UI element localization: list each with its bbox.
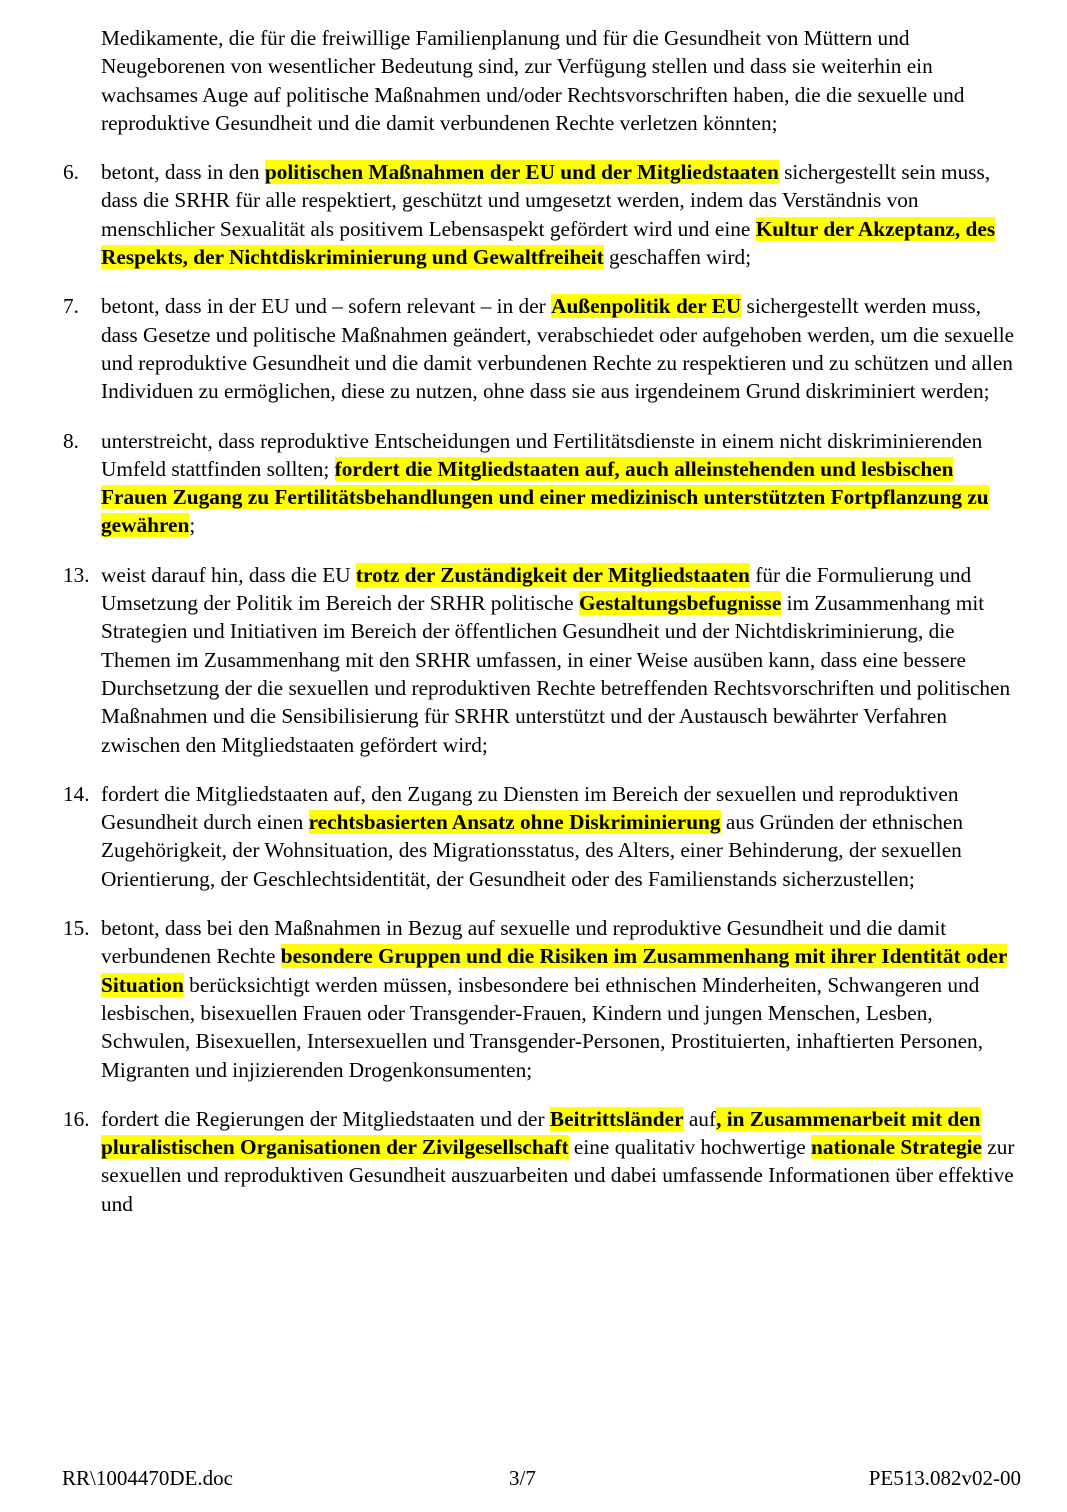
item-text: betont, dass bei den Maßnahmen in Bezug auf sexuelle und reproduktive Gesundheit und die damit verbundenen Rechte xyxy=(101,916,947,969)
item-text: fordert die Regierungen der Mitgliedstaaten und der xyxy=(101,1106,550,1131)
item-text: betont, dass in den xyxy=(101,160,265,185)
item-text: für die Formulierung und Umsetzung der Politik im Bereich der SRHR politische xyxy=(101,562,972,616)
numbered-items-list xyxy=(63,158,1021,1218)
item-text: geschaffen wird; xyxy=(603,245,752,270)
item-number: 7. xyxy=(63,294,79,319)
item-text: sichergestellt werden muss, dass Gesetze und politische Maßnahmen geändert, verabschiedet oder aufgehoben werden, um die sexuelle und reproduktive Gesundheit und die damit verbundenen Rechte zu respektieren und zu schützen und allen Individuen zu ermöglichen, diese zu nutzen, ohne dass sie aus irgendeinem Grund diskriminiert werden; xyxy=(101,294,1015,404)
item-text: aus Gründen der ethnischen Zugehörigkeit, der Wohnsituation, des Migrationsstatus, des Alters, einer Behinderung, der sexuellen Orientierung, der Geschlechtsidentität, der Gesundheit oder des Familienstands sicherzustellen; xyxy=(101,810,964,891)
item-number: 16. xyxy=(63,1106,90,1131)
item-text: fordert die Mitgliedstaaten auf, den Zugang zu Diensten im Bereich der sexuellen und reproduktiven Gesundheit durch einen xyxy=(101,781,959,835)
footer-pe-number: PE513.082v02-00 xyxy=(868,1466,1021,1490)
list-item xyxy=(63,427,1021,540)
item-text: sichergestellt sein muss, dass die SRHR für alle respektiert, geschützt und umgesetzt werden, indem das Verständnis von menschlicher Sexualität als positivem Lebensaspekt gefördert wird und eine xyxy=(101,160,991,241)
list-item xyxy=(63,1105,1021,1218)
highlighted-text: Beitrittsländer xyxy=(549,1106,684,1131)
item-text: unterstreicht, dass reproduktive Entscheidungen und Fertilitätsdienste in einem nicht diskriminierenden Umfeld stattfinden sollten; xyxy=(101,428,983,481)
item-text: ; xyxy=(189,513,196,538)
footer-page-number: 3/7 xyxy=(509,1466,536,1490)
item-text: betont, dass in der EU und – sofern relevant – in der xyxy=(101,294,552,319)
item-text: berücksichtigt werden müssen, insbesondere bei ethnischen Minderheiten, Schwangeren und lesbischen, bisexuellen Frauen oder Transgender-Frauen, Kindern und jungen Menschen, Lesben, Schwulen, Bisexuellen, Intersexuellen und Transgender-Personen, Prostituierten, inhaftierten Personen, Migranten und injizierenden Drogenkonsumenten; xyxy=(101,972,984,1082)
highlighted-text: Kultur der Akzeptanz, des Respekts, der Nichtdiskriminierung und Gewaltfreiheit xyxy=(101,216,996,270)
item-number: 6. xyxy=(63,160,79,185)
highlighted-text: Außenpolitik der EU xyxy=(551,294,742,319)
item-number: 15. xyxy=(63,916,90,941)
list-item xyxy=(63,292,1021,405)
highlighted-text: rechtsbasierten Ansatz ohne Diskriminierung xyxy=(308,810,721,835)
list-item xyxy=(63,158,1021,271)
item-number: 14. xyxy=(63,781,90,806)
highlighted-text: besondere Gruppen und die Risiken im Zusammenhang mit ihrer Identität oder Situation xyxy=(101,944,1008,997)
highlighted-text: trotz der Zuständigkeit der Mitgliedstaaten xyxy=(355,562,750,587)
highlighted-text: nationale Strategie xyxy=(811,1135,982,1160)
highlighted-text: , in Zusammenarbeit mit den pluralistischen Organisationen der Zivilgesellschaft xyxy=(101,1106,981,1160)
footer-doc-ref: RR\1004470DE.doc xyxy=(62,1466,233,1490)
highlighted-text: politischen Maßnahmen der EU und der Mitgliedstaaten xyxy=(264,160,779,185)
highlighted-text: Gestaltungsbefugnisse xyxy=(578,591,782,616)
highlighted-text: fordert die Mitgliedstaaten auf, auch alleinstehenden und lesbischen Frauen Zugang zu Fertilitätsbehandlungen und einer medizinisch unterstützten Fortpflanzung zu gewähren xyxy=(101,456,989,538)
item-text: zur sexuellen und reproduktiven Gesundheit auszuarbeiten und dabei umfassende Informationen über effektive und xyxy=(101,1135,1015,1216)
document-body xyxy=(63,24,1021,1239)
list-item xyxy=(63,914,1021,1084)
list-item xyxy=(63,780,1021,893)
item-text: eine qualitativ hochwertige xyxy=(568,1135,812,1160)
intro-paragraph: Medikamente, die für die freiwillige Familienplanung und für die Gesundheit von Müttern und Neugeborenen von wesentlicher Bedeutung sind, zur Verfügung stellen und dass sie weiterhin ein wachsames Auge auf politische Maßnahmen und/oder Rechtsvorschriften haben, die die sexuelle und reproduktive Gesundheit und die damit verbundenen Rechte verletzen könnten; xyxy=(101,26,965,135)
item-number: 13. xyxy=(63,562,90,587)
item-number: 8. xyxy=(63,428,79,453)
list-item xyxy=(63,561,1021,759)
item-text: im Zusammenhang mit Strategien und Initiativen im Bereich der öffentlichen Gesundheit und der Nichtdiskriminierung, die Themen im Zusammenhang mit den SRHR umfassen, in einer Weise ausüben kann, dass eine bessere Durchsetzung der die sexuellen und reproduktiven Rechte betreffenden Rechtsvorschriften und politischen Maßnahmen und die Sensibilisierung für SRHR unterstützt und der Austausch bewährter Verfahren zwischen den Mitgliedstaaten gefördert wird; xyxy=(101,591,1011,757)
item-text: auf xyxy=(683,1106,717,1131)
item-text: weist darauf hin, dass die EU xyxy=(101,562,356,587)
